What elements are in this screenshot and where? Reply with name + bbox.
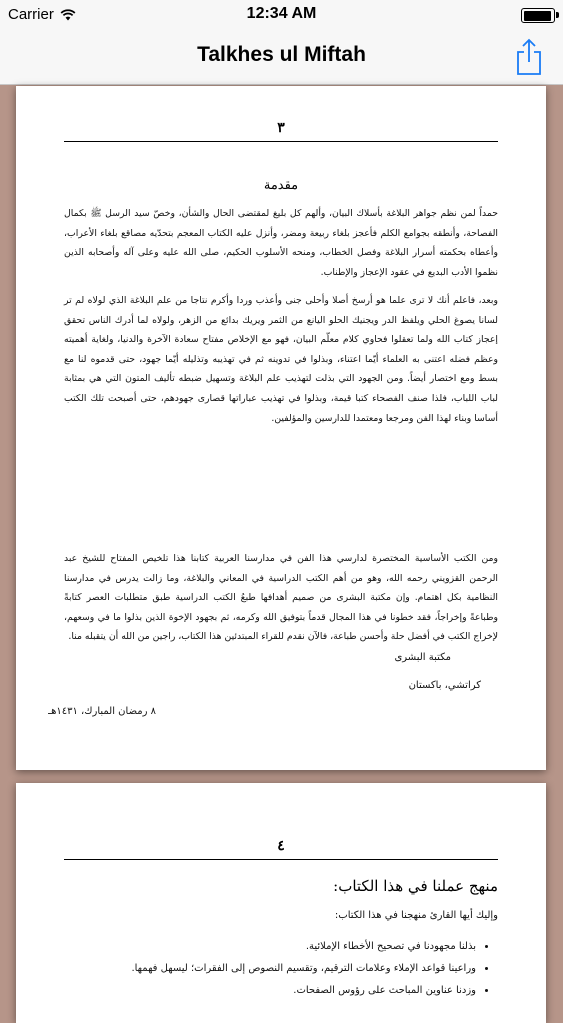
signature-date: ٨ رمضان المبارك، ١٤٣١هـ <box>48 706 156 717</box>
paragraph-3: ومن الكتب الأساسية المختصرة لدارسي هذا الفن في مدارسنا العربية كتابنا هذا تلخيص المفتاح للشيخ عبد الرحمن القزويني رحمه الله، وهو من أهم الكتب الدراسية في المعاني والبلاغة، وما زالت يدرس في مدارسنا النظامية بكل اهتمام. وإن مكتبة البشرى من صميم أهدافها طبعُ الكتب الدراسية طبق متطلبات العصر كتابةً وطباعةً وإخراجاً، فقد خطونا في هذا المجال قدماً بتوفيق الله وكرمه، ثم بجهود الإخوة الذين بذلوا ما في وسعهم، لإخراج الكتب في أفضل حلة وأحسن طباعة، فالآن نقدم للقراء المبتدئين هذا الكتاب، راجين من الله أن يتقبله منا. <box>64 553 498 643</box>
section-title: مقدمة <box>263 178 299 193</box>
section-title: منهج عملنا في هذا الكتاب: <box>333 877 498 895</box>
paragraph-2: وبعد، فاعلم أنك لا ترى علما هو أرسخ أصلا وأحلى جنى وأعذب وردا وأكرم نتاجا من علم البلاغة الذي لولاه لم تر لسانا يصوغ الحلي ويلفظ الدر ويجنيك الحلو اليانع من الثمر ويريك بدائع من الزهر، ولولاه لما أدرك الناس تحقق إعجاز كتاب الله ولما تعقلوا فحاوي كلام معلّم البيان، فهو مع الإخلاص مفتاح سعادة الآخرة والدنيا، ولغاية أهميته وعظم فضله اعتنى به العلماء أيّما اعتناء، وبذلوا في تدوينه ثم في تهذيبه وتذليله أيّما جهود، حتى قدموه لنا مع بسط ومع اختصار أيضاً. ومن الجهود التي بذلت لتهذيب علم البلاغة وتسهيل ضبطه تأليف المتون التي هي بمثابة لباب اللباب، فلذا صنف الفصحاء كتبا قيمة، وبذلوا في تهذيب عباراتها قصارى جهودهم، حتى أصبحت تلك الكتب أساسا وبناء لهذا الفن ومرجعا ومعتمدا للدارسين والمؤلفين. <box>64 295 498 424</box>
intro-text: وإليك أيها القارئ منهجنا في هذا الكتاب: <box>334 910 498 921</box>
signature-place: كراتشي، باكستان <box>408 680 481 691</box>
header-rule <box>64 141 498 142</box>
document-page-3 <box>16 86 546 770</box>
header-rule <box>64 859 498 860</box>
page-number: ٣ <box>277 120 285 136</box>
list-item: • وراعينا قواعد الإملاء وعلامات الترقيم، وتقسيم النصوص إلى الفقرات؛ ليسهل فهمها. <box>64 958 476 980</box>
method-list <box>64 936 498 1002</box>
battery-icon <box>521 8 555 23</box>
share-icon[interactable] <box>513 38 545 76</box>
page-header <box>64 838 498 860</box>
list-item: • وزدنا عناوين المباحث على رؤوس الصفحات. <box>64 980 476 1002</box>
page-header <box>64 120 498 142</box>
signature-name: مكتبة البشرى <box>394 652 451 663</box>
clock: 12:34 AM <box>246 5 317 22</box>
list-item: • بذلنا مجهودنا في تصحيح الأخطاء الإملائية. <box>64 936 476 958</box>
carrier-label: Carrier <box>8 6 54 23</box>
page-number: ٤ <box>277 838 285 854</box>
navigation-bar <box>0 30 563 85</box>
paragraph-1: حمداً لمن نظم جواهر البلاغة بأسلاك البيان، وألهم كل بليغ لمقتضى الحال والشأن، وخصّ سيد الرسل ﷺ بكمال الفصاحة، وأنطقه بجوامع الكلم فأعجز بلغاء ربيعة ومضر، وأنزل عليه الكتاب المعجم بتحدّيه مصاقع بلغاء الأعراب، وأعطاه بحكمته أسرار البلاغة وفصل الخطاب، ومنحه الأسلوب الحكيم، صلى الله عليه وعلى آله وأصحابه الذين نظموا الأدب البديع في عقود الإعجاز والإطناب. <box>64 208 498 278</box>
page-title: Talkhes ul Miftah <box>197 43 366 66</box>
status-bar <box>0 0 563 30</box>
document-page-4 <box>16 783 546 1023</box>
